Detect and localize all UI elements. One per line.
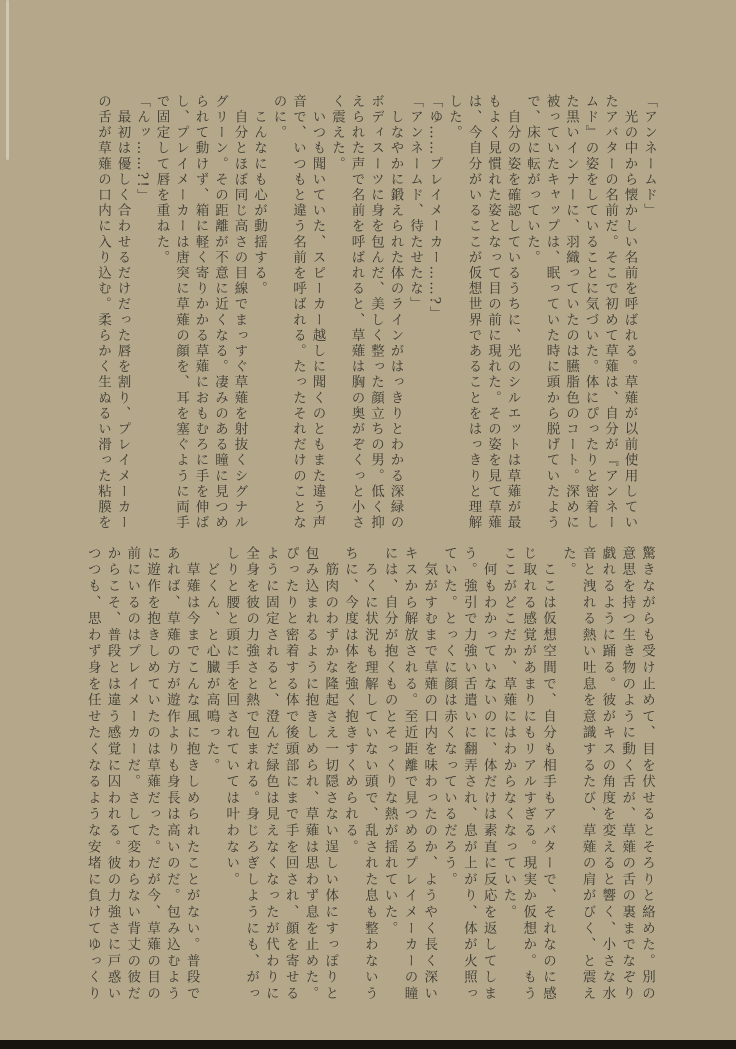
text-column: ろくに状況も理解していない頭で、乱された息も整わないう bbox=[361, 546, 378, 1003]
text-block-lower bbox=[82, 546, 656, 1008]
text-column: 光の中から懐かしい名前を呼ばれる。草薙が以前使用してい bbox=[621, 94, 638, 531]
text-column: た黒いインナーに、羽織っていたのは臙脂色のコート。深めに bbox=[563, 94, 579, 531]
text-column: 何もわかっていないのに、体だけは素直に反応を返してしま bbox=[480, 546, 497, 1003]
text-column: グリーン。その距離が不意に近くなる。凄みのある瞳に見つめ bbox=[212, 94, 228, 531]
text-column: しりと腰と頭に手を回されていては叶わない。 bbox=[223, 546, 240, 889]
text-column: つつも、思わず身を任せたくなるような安堵に負けてゆっくり bbox=[84, 546, 101, 1003]
text-column: からこそ、普段とは違う感覚に囚われる。彼の力強さに戸惑い bbox=[104, 546, 121, 1003]
text-column: ちに、今度は体を強く抱きすくめられる。 bbox=[342, 546, 359, 856]
text-column: じ取れる感覚があまりにもリアルすぎる。現実か仮想か。もう bbox=[520, 546, 537, 1003]
text-column: 草薙は今までこんな風に抱きしめられたことがない。普段で bbox=[183, 546, 200, 1003]
text-column: どくん、と心臓が高鳴った。 bbox=[203, 546, 220, 775]
text-column: しなやかに鍛えられた体のラインがはっきりとわかる深緑の bbox=[387, 94, 404, 531]
text-column: 音と洩れる熱い吐息を意識するたび、草薙の肩がびく、と震え bbox=[579, 546, 596, 1003]
text-column: えられた声で名前を呼ばれると、草薙は胸の奥がぞくっと小さ bbox=[348, 94, 365, 531]
text-column: に遊作を抱きしめていたのは草薙だった。だが今、草薙の目の bbox=[144, 546, 161, 1003]
text-column: は、今自分がいるここが仮想世界であることをはっきりと理解 bbox=[465, 94, 482, 531]
text-column: う。強引で力強い舌遣いに翻弄され、息が上がり、体が火照っ bbox=[460, 546, 477, 1003]
text-column: で固定して唇を重ねた。 bbox=[153, 94, 170, 266]
text-column: ボディスーツに身を包んだ、美しく整った顔立ちの男。低く抑 bbox=[368, 94, 384, 531]
text-column: 最初は優しく合わせるだけだった唇を割り、プレイメーカー bbox=[114, 94, 131, 531]
text-column: のに。 bbox=[270, 94, 287, 141]
text-column: で、床に転がっていた。 bbox=[524, 94, 540, 266]
text-column: 「アンネームド」 bbox=[641, 94, 657, 219]
text-column: の舌が草薙の口内に入り込む。柔らかく生ぬるい滑った粘膜を bbox=[95, 94, 111, 531]
text-column: には、自分が抱くものとそっくりな熱が揺れていた。 bbox=[381, 546, 398, 938]
text-column: 自分の姿を確認しているうちに、光のシルエットは草薙が最 bbox=[504, 94, 521, 531]
page-bottom-scan-edge bbox=[0, 1040, 736, 1049]
text-column: たアバターの名前だ。そこで初めて草薙は、自分が『アンネー bbox=[602, 94, 618, 531]
text-column: ムド』の姿をしていることに気づいた。体にぴったりと密着し bbox=[582, 94, 599, 531]
text-column: 「ゆ……プレイメーカー……?」 bbox=[426, 94, 443, 322]
text-column: もよく見慣れた姿となって目の前に現れた。その姿を見て草薙 bbox=[485, 94, 501, 531]
text-column: 気がすむまで草薙の口内を味わったのか、ようやく長く深い bbox=[421, 546, 438, 1003]
text-column: 「アンネームド、待たせたな」 bbox=[407, 94, 423, 313]
text-block-upper bbox=[93, 94, 659, 534]
text-column: し、プレイメーカーは唐突に草薙の顔を、耳を塞ぐように両手 bbox=[173, 94, 189, 531]
text-column: 戯れるように踊る。彼がキスの角度を変えると響く、小さな水 bbox=[599, 546, 616, 1003]
text-column: 前にいるのはプレイメーカーだ。さして変わらない背丈の彼だ bbox=[124, 546, 141, 1003]
text-column: ように固定されると、澄んだ緑色は見えなくなったが代わりに bbox=[262, 546, 279, 1003]
scan-artifact-left-edge bbox=[6, 0, 9, 160]
text-column: ぴったりと密着する体で後頭部にまで手を回され、顔を寄せる bbox=[282, 546, 299, 1003]
text-column: た。 bbox=[559, 546, 576, 579]
text-column: いつも聞いていた、スピーカー越しに聞くのともまた違う声 bbox=[309, 94, 326, 531]
text-column: ここは仮想空間で、自分も相手もアバターで、それなのに感 bbox=[540, 546, 557, 1003]
text-column: 包み込まれるように抱きしめられ、草薙は思わず息を止めた。 bbox=[302, 546, 319, 1003]
text-column: キスから解放される。至近距離で見つめるプレイメーカーの瞳 bbox=[401, 546, 418, 1003]
text-column: こんなにも心が動揺する。 bbox=[251, 94, 267, 297]
text-column: した。 bbox=[446, 94, 462, 141]
text-column: ていた。とっくに顔は赤くなっているだろう。 bbox=[441, 546, 458, 889]
text-column: 音で、いつもと違う名前を呼ばれる。たったそれだけのことな bbox=[290, 94, 306, 531]
text-column: 被っていたキャップは、眠っていた時に頭から脱げていたよう bbox=[543, 94, 560, 531]
text-column: 自分とほぼ同じ高さの目線でまっすぐ草薙を射抜くシグナル bbox=[231, 94, 248, 531]
text-column: あれば、草薙の方が遊作よりも身長は高いのだ。包み込むよう bbox=[163, 546, 180, 1003]
text-column: 意思を持つ生き物のように動く舌が、草薙の舌の裏までなぞり bbox=[619, 546, 636, 1003]
text-column: 驚きながらも受け止めて、目を伏せるとそろりと絡めた。別の bbox=[639, 546, 655, 1003]
text-column: 「んッ……?!」 bbox=[134, 94, 150, 205]
text-column: ここがどこだか、草薙にはわからなくなっていた。 bbox=[500, 546, 517, 921]
text-column: 筋肉のわずかな隆起さえ一切隠さない逞しい体にすっぽりと bbox=[322, 546, 339, 1003]
text-column: られて動けず、箱に軽く寄りかかる草薙におもむろに手を伸ば bbox=[192, 94, 209, 531]
text-column: く震えた。 bbox=[329, 94, 345, 172]
text-column: 全身を彼の力強さと熱で包まれる。身じろぎしようにも、がっ bbox=[243, 546, 260, 1003]
